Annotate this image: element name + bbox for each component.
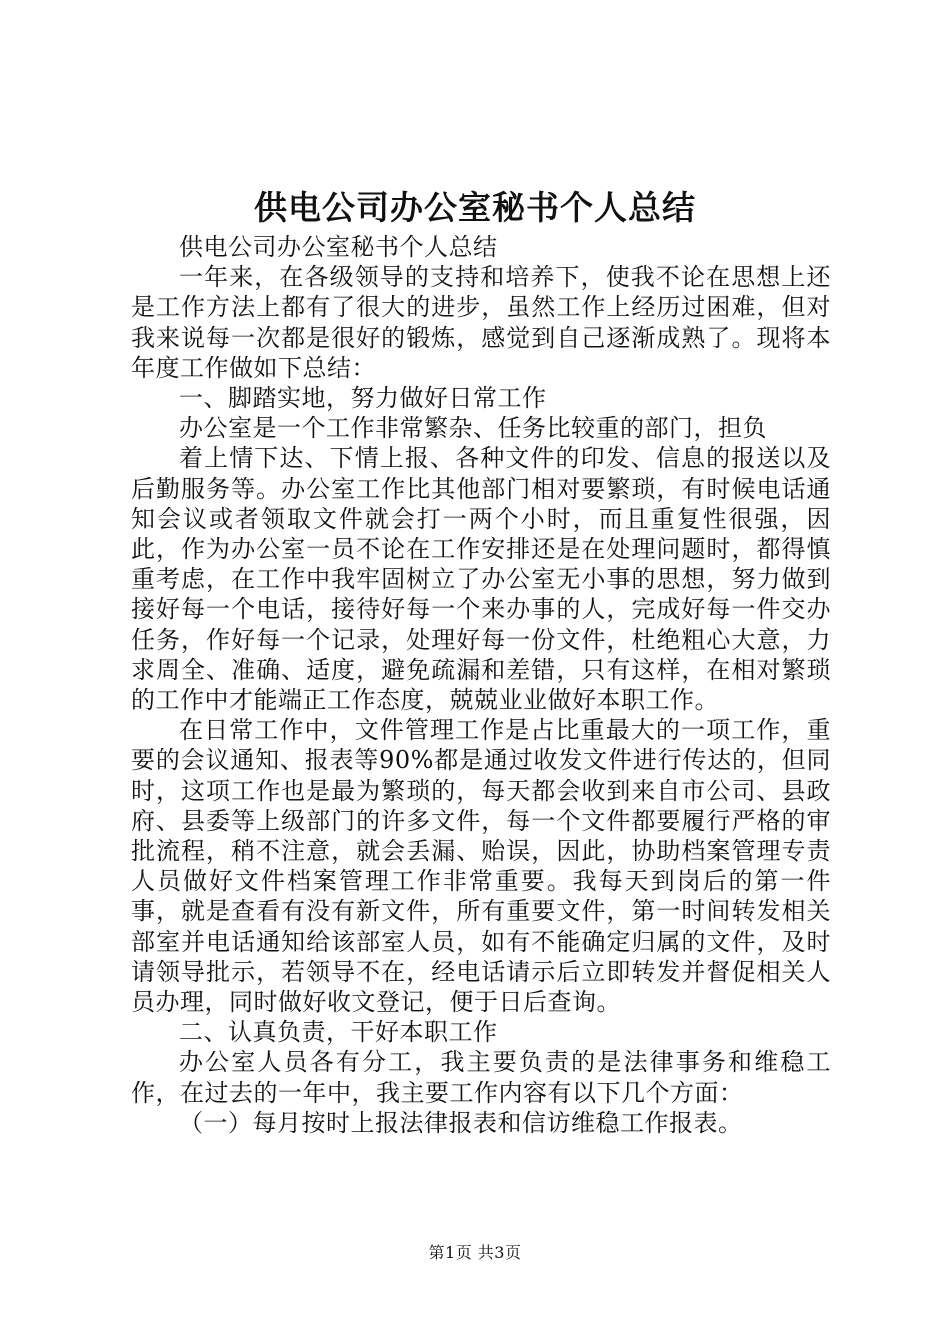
paragraph-intro: 一年来，在各级领导的支持和培养下，使我不论在思想上还是工作方法上都有了很大的进步，虽然工作上经历过困难，但对我来说每一次都是很好的锻炼，感觉到自己逐渐成熟了。现将本年度工作做如下总结： (131, 263, 831, 382)
paragraph-subtitle: 供电公司办公室秘书个人总结 (179, 233, 498, 261)
page-number-footer: 第1页 共3页 (428, 1243, 522, 1262)
document-title: 供电公司办公室秘书个人总结 (254, 188, 696, 227)
document-body (131, 232, 831, 1138)
list-item-1: （一）每月按时上报法律报表和信访维稳工作报表。 (179, 1108, 743, 1137)
paragraph-office-duties-start: 办公室是一个工作非常繁杂、任务比较重的部门，担负 (179, 414, 767, 443)
section-heading-2: 二、认真负责，干好本职工作 (179, 1018, 498, 1047)
paragraph-file-management: 在日常工作中，文件管理工作是占比重最大的一项工作，重要的会议通知、报表等90%都是通过收发文件进行传达的，但同时，这项工作也是最为繁琐的，每天都会收到来自市公司、县政府、县委等上级部门的许多文件，每一个文件都要履行严格的审批流程，稍不注意，就会丢漏、贻误，因此，协助档案管理专责人员做好文件档案管理工作非常重要。我每天到岗后的第一件事，就是查看有没有新文件，所有重要文件，第一时间转发相关部室并电话通知给该部室人员，如有不能确定归属的文件，及时请领导批示，若领导不在，经电话请示后立即转发并督促相关人员办理，同时做好收文登记，便于日后查询。 (131, 716, 831, 1017)
section-heading-1: 一、脚踏实地，努力做好日常工作 (179, 384, 547, 413)
paragraph-office-duties: 着上情下达、下情上报、各种文件的印发、信息的报送以及后勤服务等。办公室工作比其他部门相对要繁琐，有时候电话通知会议或者领取文件就会打一两个小时，而且重复性很强，因此，作为办公室一员不论在工作安排还是在处理问题时，都得慎重考虑，在工作中我牢固树立了办公室无小事的思想，努力做到接好每一个电话，接待好每一个来办事的人，完成好每一件交办任务，作好每一个记录，处理好每一份文件，杜绝粗心大意，力求周全、准确、适度，避免疏漏和差错，只有这样，在相对繁琐的工作中才能端正工作态度，兢兢业业做好本职工作。 (131, 444, 831, 715)
paragraph-responsibilities: 办公室人员各有分工，我主要负责的是法律事务和维稳工作，在过去的一年中，我主要工作内容有以下几个方面： (131, 1048, 831, 1107)
